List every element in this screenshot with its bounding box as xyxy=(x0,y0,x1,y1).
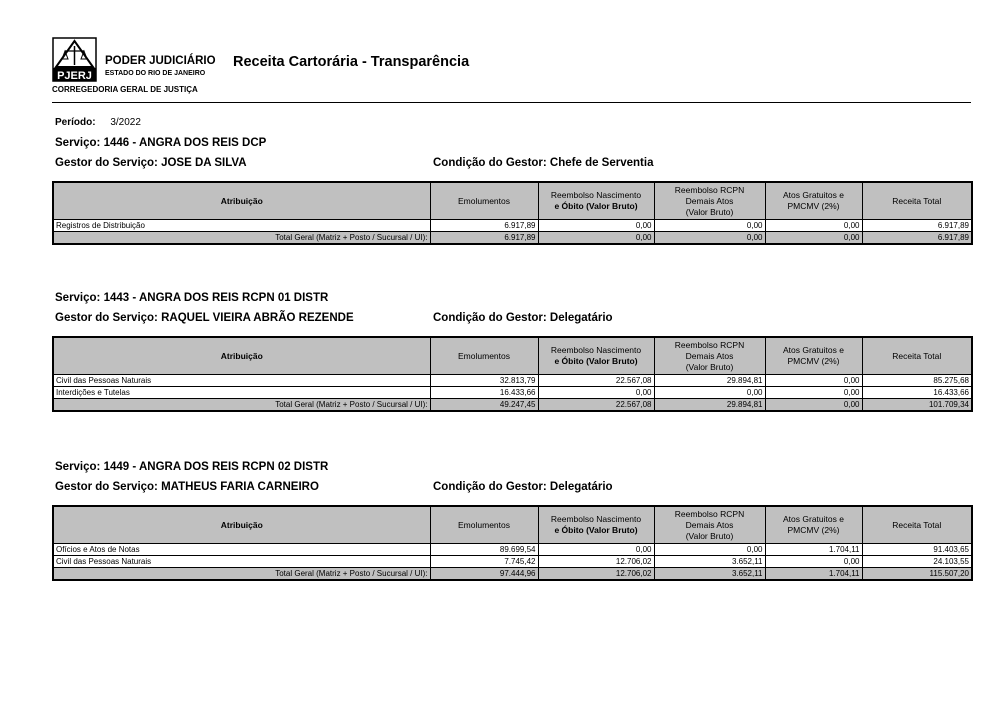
total-value: 29.894,81 xyxy=(654,399,765,412)
periodo xyxy=(55,117,141,128)
total-row xyxy=(53,232,972,245)
org-name: PODER JUDICIÁRIO xyxy=(105,55,216,67)
table-header-row xyxy=(53,506,972,544)
value-cell: 7.745,42 xyxy=(430,556,538,568)
total-value: 6.917,89 xyxy=(862,232,972,245)
value-cell: 16.433,66 xyxy=(862,387,972,399)
gestor-condition: Condição do Gestor: Chefe de Serventia xyxy=(433,157,654,169)
periodo-label: Período: xyxy=(55,117,96,128)
total-value: 0,00 xyxy=(765,399,862,412)
gestor-condition: Condição do Gestor: Delegatário xyxy=(433,481,613,493)
col-emolumentos: Emolumentos xyxy=(430,182,538,220)
col-reembolso-rcpn: Reembolso RCPN Demais Atos (Valor Bruto) xyxy=(654,506,765,544)
table-row xyxy=(53,220,972,232)
col-atribuicao: Atribuição xyxy=(53,337,430,375)
svg-text:PJERJ: PJERJ xyxy=(57,70,92,82)
value-cell: 0,00 xyxy=(654,387,765,399)
gestor-line xyxy=(52,157,971,173)
col-atribuicao: Atribuição xyxy=(53,506,430,544)
value-cell: 85.275,68 xyxy=(862,375,972,387)
atribuicao-cell: Civil das Pessoas Naturais xyxy=(53,375,430,387)
col-reembolso-rcpn: Reembolso RCPN Demais Atos (Valor Bruto) xyxy=(654,182,765,220)
value-cell: 0,00 xyxy=(765,220,862,232)
total-value: 0,00 xyxy=(765,232,862,245)
value-cell: 89.699,54 xyxy=(430,544,538,556)
col-atribuicao: Atribuição xyxy=(53,182,430,220)
table-row xyxy=(53,556,972,568)
table-row xyxy=(53,375,972,387)
service-title: Serviço: 1446 - ANGRA DOS REIS DCP xyxy=(55,137,267,149)
total-value: 49.247,45 xyxy=(430,399,538,412)
value-cell: 0,00 xyxy=(765,556,862,568)
service-section xyxy=(52,461,971,581)
total-value: 6.917,89 xyxy=(430,232,538,245)
total-row xyxy=(53,568,972,581)
org-state: ESTADO DO RIO DE JANEIRO xyxy=(105,70,206,77)
atribuicao-cell: Registros de Distribuição xyxy=(53,220,430,232)
value-cell: 24.103,55 xyxy=(862,556,972,568)
gestor-line xyxy=(52,312,971,328)
total-value: 22.567,08 xyxy=(538,399,654,412)
gestor-condition: Condição do Gestor: Delegatário xyxy=(433,312,613,324)
total-value: 0,00 xyxy=(654,232,765,245)
value-cell: 12.706,02 xyxy=(538,556,654,568)
receita-table xyxy=(52,336,973,412)
receita-table xyxy=(52,505,973,581)
value-cell: 0,00 xyxy=(654,220,765,232)
total-label: Total Geral (Matriz + Posto / Sucursal / UI): xyxy=(53,568,430,581)
gestor-name: Gestor do Serviço: RAQUEL VIEIRA ABRÃO REZENDE xyxy=(55,312,354,324)
value-cell: 22.567,08 xyxy=(538,375,654,387)
col-reembolso-nascimento: Reembolso Nascimento e Óbito (Valor Bruto) xyxy=(538,182,654,220)
col-reembolso-nascimento: Reembolso Nascimento e Óbito (Valor Bruto) xyxy=(538,337,654,375)
table-row xyxy=(53,544,972,556)
atribuicao-cell: Civil das Pessoas Naturais xyxy=(53,556,430,568)
value-cell: 0,00 xyxy=(538,387,654,399)
value-cell: 0,00 xyxy=(765,375,862,387)
value-cell: 16.433,66 xyxy=(430,387,538,399)
total-value: 115.507,20 xyxy=(862,568,972,581)
col-atos-gratuitos: Atos Gratuitos e PMCMV (2%) xyxy=(765,337,862,375)
value-cell: 6.917,89 xyxy=(430,220,538,232)
table-header-row xyxy=(53,337,972,375)
value-cell: 0,00 xyxy=(654,544,765,556)
col-atos-gratuitos: Atos Gratuitos e PMCMV (2%) xyxy=(765,506,862,544)
value-cell: 91.403,65 xyxy=(862,544,972,556)
table-row xyxy=(53,387,972,399)
col-reembolso-rcpn: Reembolso RCPN Demais Atos (Valor Bruto) xyxy=(654,337,765,375)
atribuicao-cell: Interdições e Tutelas xyxy=(53,387,430,399)
total-value: 3.652,11 xyxy=(654,568,765,581)
value-cell: 1.704,11 xyxy=(765,544,862,556)
col-emolumentos: Emolumentos xyxy=(430,337,538,375)
total-row xyxy=(53,399,972,412)
gestor-name: Gestor do Serviço: MATHEUS FARIA CARNEIRO xyxy=(55,481,319,493)
table-header-row xyxy=(53,182,972,220)
total-value: 97.444,96 xyxy=(430,568,538,581)
total-label: Total Geral (Matriz + Posto / Sucursal / UI): xyxy=(53,399,430,412)
gestor-line xyxy=(52,481,971,497)
col-reembolso-nascimento: Reembolso Nascimento e Óbito (Valor Bruto) xyxy=(538,506,654,544)
org-dept: CORREGEDORIA GERAL DE JUSTIÇA xyxy=(52,85,198,94)
service-section xyxy=(52,137,971,245)
gestor-name: Gestor do Serviço: JOSE DA SILVA xyxy=(55,157,247,169)
total-value: 101.709,34 xyxy=(862,399,972,412)
value-cell: 0,00 xyxy=(538,220,654,232)
value-cell: 0,00 xyxy=(538,544,654,556)
col-receita-total: Receita Total xyxy=(862,337,972,375)
value-cell: 3.652,11 xyxy=(654,556,765,568)
service-title: Serviço: 1443 - ANGRA DOS REIS RCPN 01 DISTR xyxy=(55,292,329,304)
atribuicao-cell: Ofícios e Atos de Notas xyxy=(53,544,430,556)
service-section xyxy=(52,292,971,412)
total-label: Total Geral (Matriz + Posto / Sucursal / UI): xyxy=(53,232,430,245)
value-cell: 32.813,79 xyxy=(430,375,538,387)
total-value: 1.704,11 xyxy=(765,568,862,581)
col-atos-gratuitos: Atos Gratuitos e PMCMV (2%) xyxy=(765,182,862,220)
col-emolumentos: Emolumentos xyxy=(430,506,538,544)
value-cell: 0,00 xyxy=(765,387,862,399)
page-title: Receita Cartorária - Transparência xyxy=(233,54,470,70)
service-title: Serviço: 1449 - ANGRA DOS REIS RCPN 02 DISTR xyxy=(55,461,329,473)
pjerj-logo xyxy=(52,37,97,82)
header-divider xyxy=(52,102,971,103)
periodo-value: 3/2022 xyxy=(110,117,141,128)
total-value: 0,00 xyxy=(538,232,654,245)
col-receita-total: Receita Total xyxy=(862,182,972,220)
value-cell: 6.917,89 xyxy=(862,220,972,232)
col-receita-total: Receita Total xyxy=(862,506,972,544)
receita-table xyxy=(52,181,973,245)
total-value: 12.706,02 xyxy=(538,568,654,581)
value-cell: 29.894,81 xyxy=(654,375,765,387)
